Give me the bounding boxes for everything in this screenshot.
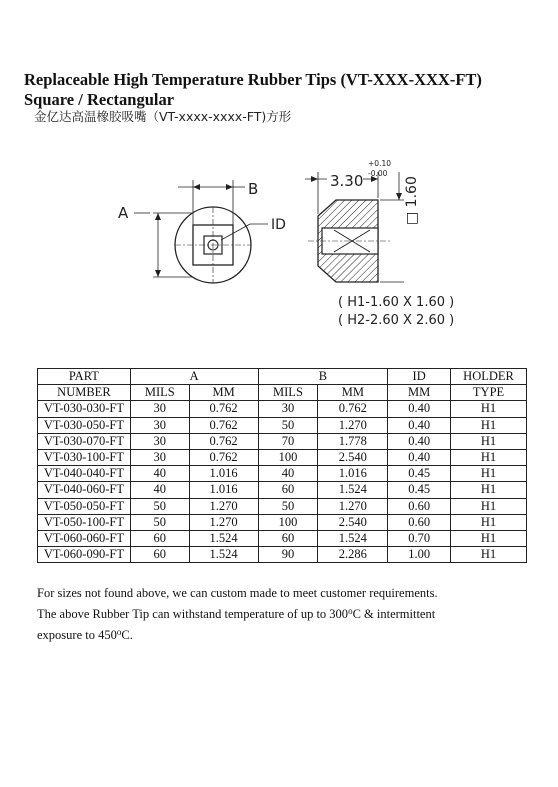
table-header-row <box>38 369 527 385</box>
chinese-title: 金亿达高温橡胶吸嘴（VT-xxxx-xxxx-FT)方形 <box>34 109 292 124</box>
b-mm: 1.270 <box>318 498 388 514</box>
note-temp-text: The above Rubber Tip can withstand temperature of up to 300 <box>37 607 349 621</box>
id-mm: 0.40 <box>388 417 451 433</box>
id-mm: 1.00 <box>388 547 451 563</box>
col-header-holder: HOLDER <box>451 369 527 385</box>
col-header-part: PART <box>38 369 131 385</box>
table-row <box>38 498 527 514</box>
a-mm: 1.270 <box>189 498 258 514</box>
a-mils: 30 <box>130 417 189 433</box>
col-header-a-mm: MM <box>189 385 258 401</box>
a-mils: 60 <box>130 530 189 546</box>
degree-sign: o <box>116 627 122 637</box>
b-mm: 2.540 <box>318 514 388 530</box>
holder-type: H1 <box>451 482 527 498</box>
b-mils: 40 <box>258 466 318 482</box>
table-subheader-row <box>38 385 527 401</box>
notes <box>37 584 537 644</box>
table-row <box>38 530 527 546</box>
col-header-b-mils: MILS <box>258 385 318 401</box>
id-mm: 0.60 <box>388 514 451 530</box>
table-row <box>38 417 527 433</box>
b-mils: 50 <box>258 498 318 514</box>
table-row <box>38 401 527 417</box>
a-mm: 0.762 <box>189 417 258 433</box>
b-mm: 1.524 <box>318 482 388 498</box>
col-header-a: A <box>130 369 258 385</box>
part-number: VT-060-060-FT <box>38 530 131 546</box>
table-row <box>38 449 527 465</box>
id-mm: 0.40 <box>388 433 451 449</box>
a-mm: 1.270 <box>189 514 258 530</box>
a-mm: 1.524 <box>189 530 258 546</box>
col-header-type: TYPE <box>451 385 527 401</box>
a-mils: 40 <box>130 466 189 482</box>
part-number: VT-050-050-FT <box>38 498 131 514</box>
b-mm: 1.016 <box>318 466 388 482</box>
a-mils: 30 <box>130 449 189 465</box>
part-number: VT-040-060-FT <box>38 482 131 498</box>
a-mils: 30 <box>130 401 189 417</box>
id-mm: 0.45 <box>388 482 451 498</box>
b-mm: 2.286 <box>318 547 388 563</box>
holder-type: H1 <box>451 498 527 514</box>
a-mils: 50 <box>130 514 189 530</box>
b-mils: 60 <box>258 530 318 546</box>
degree-sign: o <box>348 606 353 616</box>
holder-h1-size: ( H1-1.60 X 1.60 ) <box>338 295 455 310</box>
a-mm: 0.762 <box>189 401 258 417</box>
page-subtitle: Square / Rectangular <box>24 90 175 109</box>
b-mm: 0.762 <box>318 401 388 417</box>
part-number: VT-030-100-FT <box>38 449 131 465</box>
technical-drawing <box>0 0 558 340</box>
a-mm: 1.524 <box>189 547 258 563</box>
note-exposure-text: exposure to 450 <box>37 628 117 642</box>
spec-table <box>37 368 527 563</box>
a-mils: 30 <box>130 433 189 449</box>
b-mils: 50 <box>258 417 318 433</box>
b-mils: 90 <box>258 547 318 563</box>
table-row <box>38 547 527 563</box>
col-header-id-mm: MM <box>388 385 451 401</box>
b-mils: 70 <box>258 433 318 449</box>
front-view <box>118 180 286 283</box>
col-header-b-mm: MM <box>318 385 388 401</box>
note-exposure <box>37 623 537 644</box>
a-mils: 60 <box>130 547 189 563</box>
b-mm: 1.270 <box>318 417 388 433</box>
holder-type: H1 <box>451 514 527 530</box>
part-number: VT-030-030-FT <box>38 401 131 417</box>
holder-type: H1 <box>451 417 527 433</box>
table-row <box>38 466 527 482</box>
table-row <box>38 514 527 530</box>
holder-type: H1 <box>451 401 527 417</box>
note-exposure-unit: C. <box>121 628 133 642</box>
side-view <box>305 159 454 328</box>
part-number: VT-060-090-FT <box>38 547 131 563</box>
page-title: Replaceable High Temperature Rubber Tips (VT-XXX-XXX-FT) <box>24 70 482 89</box>
id-mm: 0.60 <box>388 498 451 514</box>
holder-type: H1 <box>451 530 527 546</box>
tol-minus: -0.00 <box>368 169 388 178</box>
a-mm: 0.762 <box>189 449 258 465</box>
a-mm: 1.016 <box>189 482 258 498</box>
col-header-a-mils: MILS <box>130 385 189 401</box>
id-mm: 0.40 <box>388 449 451 465</box>
label-a: A <box>118 204 129 222</box>
a-mm: 1.016 <box>189 466 258 482</box>
col-header-id: ID <box>388 369 451 385</box>
a-mils: 40 <box>130 482 189 498</box>
b-mm: 1.778 <box>318 433 388 449</box>
part-number: VT-030-070-FT <box>38 433 131 449</box>
dim-square: □ 1.60 <box>404 176 420 225</box>
col-header-number: NUMBER <box>38 385 131 401</box>
tol-plus: +0.10 <box>368 159 391 168</box>
b-mils: 100 <box>258 514 318 530</box>
note-temperature <box>37 602 537 623</box>
holder-type: H1 <box>451 466 527 482</box>
part-number: VT-030-050-FT <box>38 417 131 433</box>
part-number: VT-040-040-FT <box>38 466 131 482</box>
a-mm: 0.762 <box>189 433 258 449</box>
table-row <box>38 482 527 498</box>
col-header-b: B <box>258 369 388 385</box>
holder-h2-size: ( H2-2.60 X 2.60 ) <box>338 313 455 328</box>
holder-type: H1 <box>451 449 527 465</box>
a-mils: 50 <box>130 498 189 514</box>
id-mm: 0.70 <box>388 530 451 546</box>
note-custom-sizes: For sizes not found above, we can custom made to meet customer requirements. <box>37 586 438 600</box>
b-mils: 100 <box>258 449 318 465</box>
b-mils: 30 <box>258 401 318 417</box>
b-mm: 1.524 <box>318 530 388 546</box>
label-b: B <box>248 180 259 198</box>
holder-type: H1 <box>451 433 527 449</box>
table-row <box>38 433 527 449</box>
holder-type: H1 <box>451 547 527 563</box>
dim-length: 3.30 <box>330 172 364 190</box>
b-mils: 60 <box>258 482 318 498</box>
id-mm: 0.45 <box>388 466 451 482</box>
part-number: VT-050-100-FT <box>38 514 131 530</box>
b-mm: 2.540 <box>318 449 388 465</box>
id-mm: 0.40 <box>388 401 451 417</box>
note-temp-unit: C & intermittent <box>352 607 436 621</box>
label-id: ID <box>271 217 286 233</box>
